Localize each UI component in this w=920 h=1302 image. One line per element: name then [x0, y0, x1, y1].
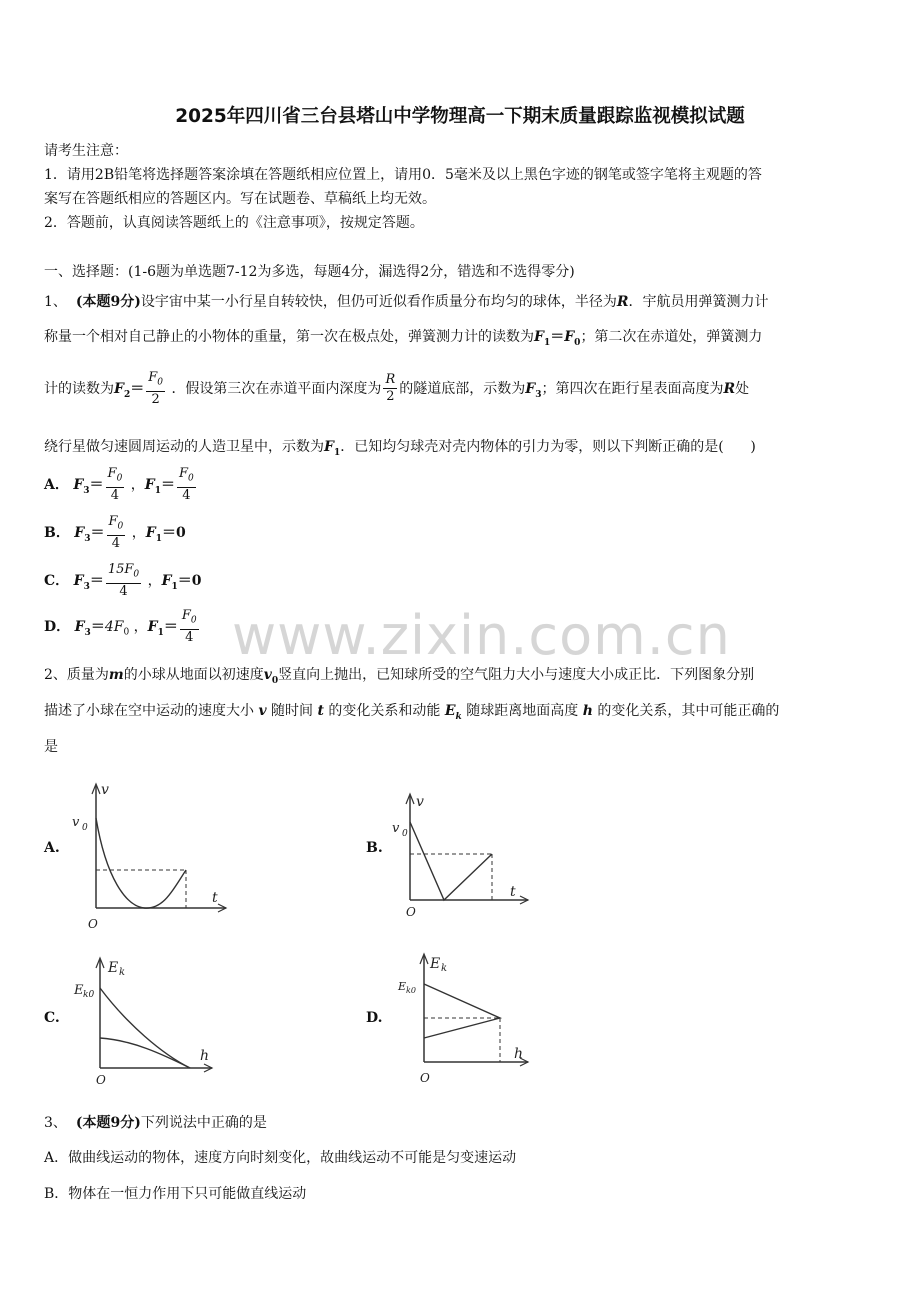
svg-text:0: 0 [82, 823, 88, 833]
svg-text:h: h [514, 1046, 524, 1062]
svg-text:0: 0 [402, 829, 408, 839]
q1-line4: 绕行星做匀速圆周运动的人造卫星中，示数为$F_1$．已知均匀球壳对壳内物体的引力为零，则以下判断正确的是( ) [44, 439, 756, 458]
svg-text:O: O [420, 1071, 430, 1085]
svg-text:O: O [96, 1073, 106, 1087]
q1-line3: 计的读数为$F_2=$ $\frac{F_0}{2}$ ．假设第三次在赤道平面内深度为 $\frac{R}{2}$ 的隧道底部，示数为$F_3$；第四次在距行星表面高度为R处 [44, 370, 750, 407]
svg-text:E: E [430, 956, 441, 972]
notice-item1-line1: 1．请用2B铅笔将选择题答案涂填在答题纸相应位置上，请用0．5毫米及以上黑色字迹的钢笔或签字笔将主观题的答 [44, 167, 762, 183]
svg-text:E: E [398, 980, 407, 993]
q1-line2: 称量一个相对自己静止的小物体的重量，第一次在极点处，弹簧测力计的读数为$F_1=F_0$；第二次在赤道处，弹簧测力 [44, 329, 763, 348]
svg-text:k: k [119, 967, 126, 978]
q2-option-c-label[interactable]: C. [44, 1010, 60, 1026]
q2-line2: 描述了小球在空中运动的速度大小 v 随时间 t 的变化关系和动能 $E_k$ 随球距离地面高度 h 的变化关系，其中可能正确的 [44, 703, 780, 722]
svg-text:O: O [406, 905, 416, 919]
q1-line1: 1、 (本题9分)设宇宙中某一小行星自转较快，但仍可近似看作质量分布均匀的球体，半径为R．宇航员用弹簧测力计 [44, 294, 769, 310]
q2-graph-d [394, 950, 534, 1088]
svg-text:E: E [108, 960, 119, 976]
q2-graph-b [388, 790, 538, 920]
svg-text:v: v [392, 821, 400, 836]
svg-text:t: t [212, 890, 218, 906]
q2-option-a-label[interactable]: A. [44, 840, 60, 856]
q1-option-a[interactable]: A． $F_3=$ $\frac{F_0}{4}$ ，$F_1=$ $\frac{F_0}{4}$ [44, 466, 194, 503]
watermark: www.zixin.com.cn [232, 604, 731, 667]
q2-line1: 2、质量为m的小球从地面以初速度$v_0$竖直向上抛出，已知球所受的空气阻力大小与速度大小成正比．下列图象分别 [44, 667, 755, 686]
q3-option-b[interactable]: B．物体在一恒力作用下只可能做直线运动 [44, 1186, 307, 1202]
q3-stem: 3、 (本题9分)下列说法中正确的是 [44, 1115, 267, 1131]
q2-graph-a [66, 778, 236, 936]
svg-text:k0: k0 [83, 990, 95, 1000]
svg-text:v: v [416, 794, 424, 810]
svg-text:k: k [441, 963, 448, 974]
svg-text:E: E [74, 983, 84, 998]
svg-text:v: v [101, 782, 109, 798]
svg-text:O: O [88, 917, 98, 931]
q2-option-b-label[interactable]: B. [366, 840, 383, 856]
q2-graph-c [72, 954, 222, 1088]
svg-text:h: h [200, 1048, 210, 1064]
svg-text:k0: k0 [406, 986, 416, 995]
section-heading: 一、选择题：(1-6题为单选题7-12为多选，每题4分，漏选得2分，错选和不选得零分) [44, 264, 575, 280]
notice-heading: 请考生注意： [44, 143, 128, 159]
notice-item1-line2: 案写在答题纸相应的答题区内。写在试题卷、草稿纸上均无效。 [44, 191, 436, 207]
q2-line3: 是 [44, 739, 58, 755]
q3-option-a[interactable]: A．做曲线运动的物体，速度方向时刻变化，故曲线运动不可能是匀变速运动 [44, 1150, 517, 1166]
q1-option-b[interactable]: B． $F_3=$ $\frac{F_0}{4}$ ，$F_1=0$ [44, 514, 186, 551]
q2-option-d-label[interactable]: D. [366, 1010, 383, 1026]
notice-item2: 2．答题前，认真阅读答题纸上的《注意事项》，按规定答题。 [44, 215, 424, 231]
q1-option-d[interactable]: D． $F_3=4F_0$ ，$F_1=$ $\frac{F_0}{4}$ [44, 608, 197, 645]
q1-option-c[interactable]: C． $F_3=$ $\frac{15F_0}{4}$ ，$F_1=0$ [44, 562, 202, 599]
svg-text:t: t [510, 884, 516, 900]
page-title: 2025年四川省三台县塔山中学物理高一下期末质量跟踪监视模拟试题 [175, 106, 745, 127]
svg-text:v: v [72, 815, 80, 830]
